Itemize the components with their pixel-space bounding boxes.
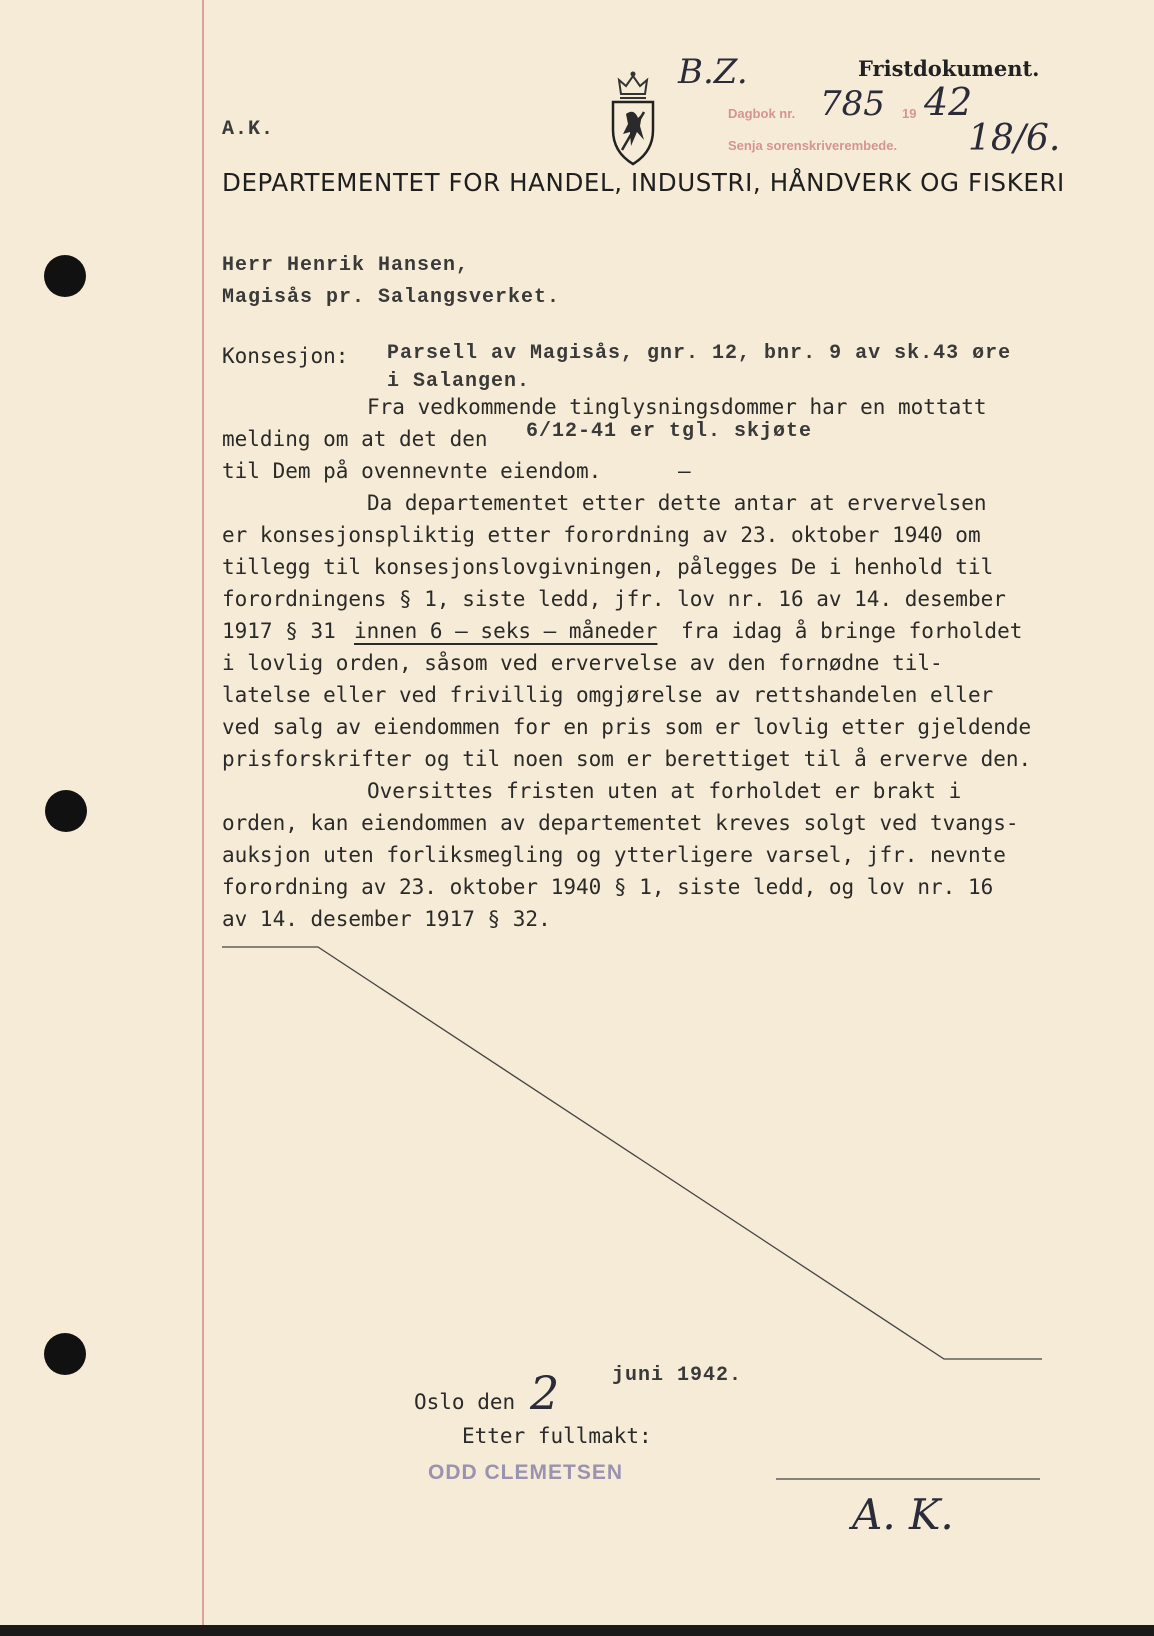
p2-line: er konsesjonspliktig etter forordning av 23. oktober 1940 om bbox=[222, 523, 981, 547]
p2-line: latelse eller ved frivillig omgjørelse av rettshandelen eller bbox=[222, 683, 994, 707]
scan-edge bbox=[0, 1625, 1154, 1636]
p1-fill-in: 6/12-41 er tgl. skjøte bbox=[526, 420, 813, 443]
subject-line2: i Salangen. bbox=[387, 370, 531, 393]
handwritten-day: 2 bbox=[530, 1366, 560, 1420]
p1-line1: Fra vedkommende tinglysningsdommer har en mottatt bbox=[367, 395, 987, 419]
diary-year: 42 bbox=[924, 80, 973, 124]
p1-dash: – bbox=[678, 459, 691, 483]
reference-initials: A.K. bbox=[222, 118, 275, 141]
diary-number: 785 bbox=[820, 84, 885, 124]
p3-line: forordning av 23. oktober 1940 § 1, siste ledd, og lov nr. 16 bbox=[222, 875, 994, 899]
p3-line: orden, kan eiendommen av departementet kreves solgt ved tvangs- bbox=[222, 811, 1019, 835]
p3-line: av 14. desember 1917 § 32. bbox=[222, 907, 551, 931]
subject-label: Konsesjon: bbox=[222, 344, 349, 368]
diary-stamp-year-prefix: 19 bbox=[902, 106, 917, 121]
form-label: Fristdokument. bbox=[858, 56, 1040, 81]
handwritten-initials: A. K. bbox=[852, 1490, 954, 1539]
p2-line: tillegg til konsesjonslovgivningen, pålegges De i henhold til bbox=[222, 555, 994, 579]
recipient-name: Herr Henrik Hansen, bbox=[222, 254, 470, 277]
deadline-underlined: innen 6 – seks – måneder bbox=[354, 619, 658, 643]
p2-line: ved salg av eiendommen for en pris som er lovlig etter gjeldende bbox=[222, 715, 1032, 739]
p2-line: fra idag å bringe forholdet bbox=[681, 619, 1023, 643]
authority-line: Etter fullmakt: bbox=[462, 1424, 652, 1448]
subject-line1: Parsell av Magisås, gnr. 12, bnr. 9 av sk.43 øre bbox=[387, 342, 1012, 365]
diary-stamp-line2: Senja sorenskriverembede. bbox=[728, 138, 898, 153]
p1-line2: melding om at det den bbox=[222, 427, 488, 451]
p3-line: auksjon uten forliksmegling og ytterligere varsel, jfr. nevnte bbox=[222, 843, 1006, 867]
p2-line: prisforskrifter og til noen som er berettiget til å erverve den. bbox=[222, 747, 1032, 771]
signer-stamp: ODD CLEMETSEN bbox=[428, 1461, 624, 1484]
diary-stamp-line1-prefix: Dagbok nr. bbox=[728, 106, 796, 121]
p2-line: forordningens § 1, siste ledd, jfr. lov nr. 16 av 14. desember bbox=[222, 587, 1006, 611]
month-year: juni 1942. bbox=[612, 1364, 743, 1387]
p3-line: Oversittes fristen uten at forholdet er brakt i bbox=[367, 779, 962, 803]
handwritten-mark: B.Z. bbox=[678, 52, 748, 92]
department-title: DEPARTEMENTET FOR HANDEL, INDUSTRI, HÅNDVERK OG FISKERI bbox=[222, 168, 1065, 197]
recipient-address: Magisås pr. Salangsverket. bbox=[222, 286, 561, 309]
p2-line: i lovlig orden, såsom ved ervervelse av den fornødne til- bbox=[222, 651, 943, 675]
place-prefix: Oslo den bbox=[414, 1390, 516, 1414]
p2-line: 1917 § 31 bbox=[222, 619, 336, 643]
p2-line: Da departementet etter dette antar at ervervelsen bbox=[367, 491, 987, 515]
diary-date: 18/6. bbox=[968, 118, 1061, 159]
p1-line3: til Dem på ovennevnte eiendom. bbox=[222, 459, 602, 483]
